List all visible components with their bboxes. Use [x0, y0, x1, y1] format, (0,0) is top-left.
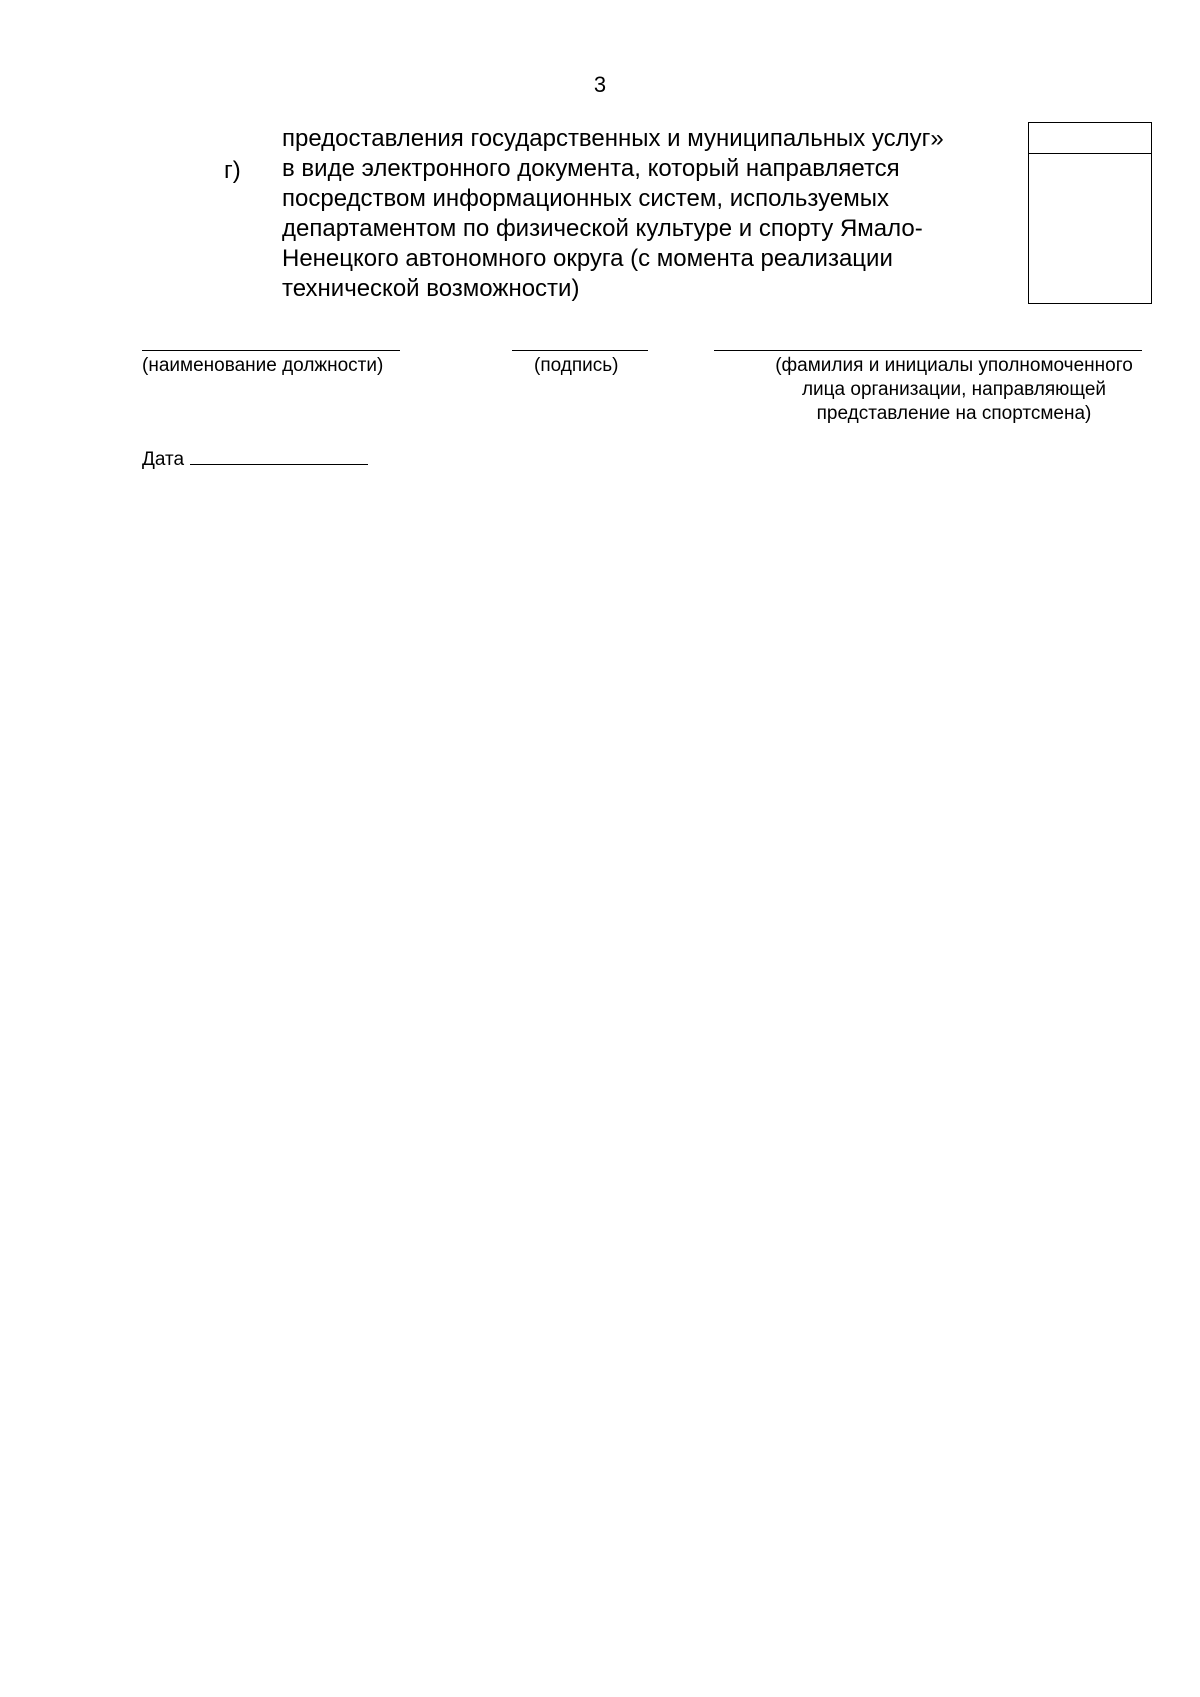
signature-caption: (подпись): [534, 355, 619, 376]
date-label: Дата: [142, 449, 185, 470]
position-caption: (наименование должности): [142, 355, 384, 376]
checkbox-divider: [1029, 153, 1151, 154]
item-text-line: Ненецкого автономного округа (с момента реализации: [282, 245, 893, 272]
date-row: [142, 446, 368, 472]
position-signature-line: [142, 350, 400, 351]
item-text-line: департаментом по физической культуре и спорту Ямало-: [282, 215, 923, 242]
page-number: 3: [593, 72, 607, 97]
item-text: [282, 124, 1042, 304]
name-caption-line: лица организации, направляющей: [801, 379, 1107, 400]
item-text-line: технической возможности): [282, 275, 580, 302]
signature-line: [512, 350, 648, 351]
item-text-line: в виде электронного документа, который направляется: [282, 155, 900, 182]
item-checkbox[interactable]: [1028, 122, 1152, 304]
date-field-line[interactable]: [190, 446, 368, 465]
item-text-line: предоставления государственных и муниципальных услуг»: [282, 125, 944, 152]
item-letter: г): [224, 157, 241, 184]
name-caption-line: представление на спортсмена): [816, 403, 1092, 424]
name-caption: [724, 354, 1184, 426]
name-signature-line: [714, 350, 1142, 351]
name-caption-line: (фамилия и инициалы уполномоченного: [775, 355, 1133, 376]
item-text-line: посредством информационных систем, используемых: [282, 185, 889, 212]
